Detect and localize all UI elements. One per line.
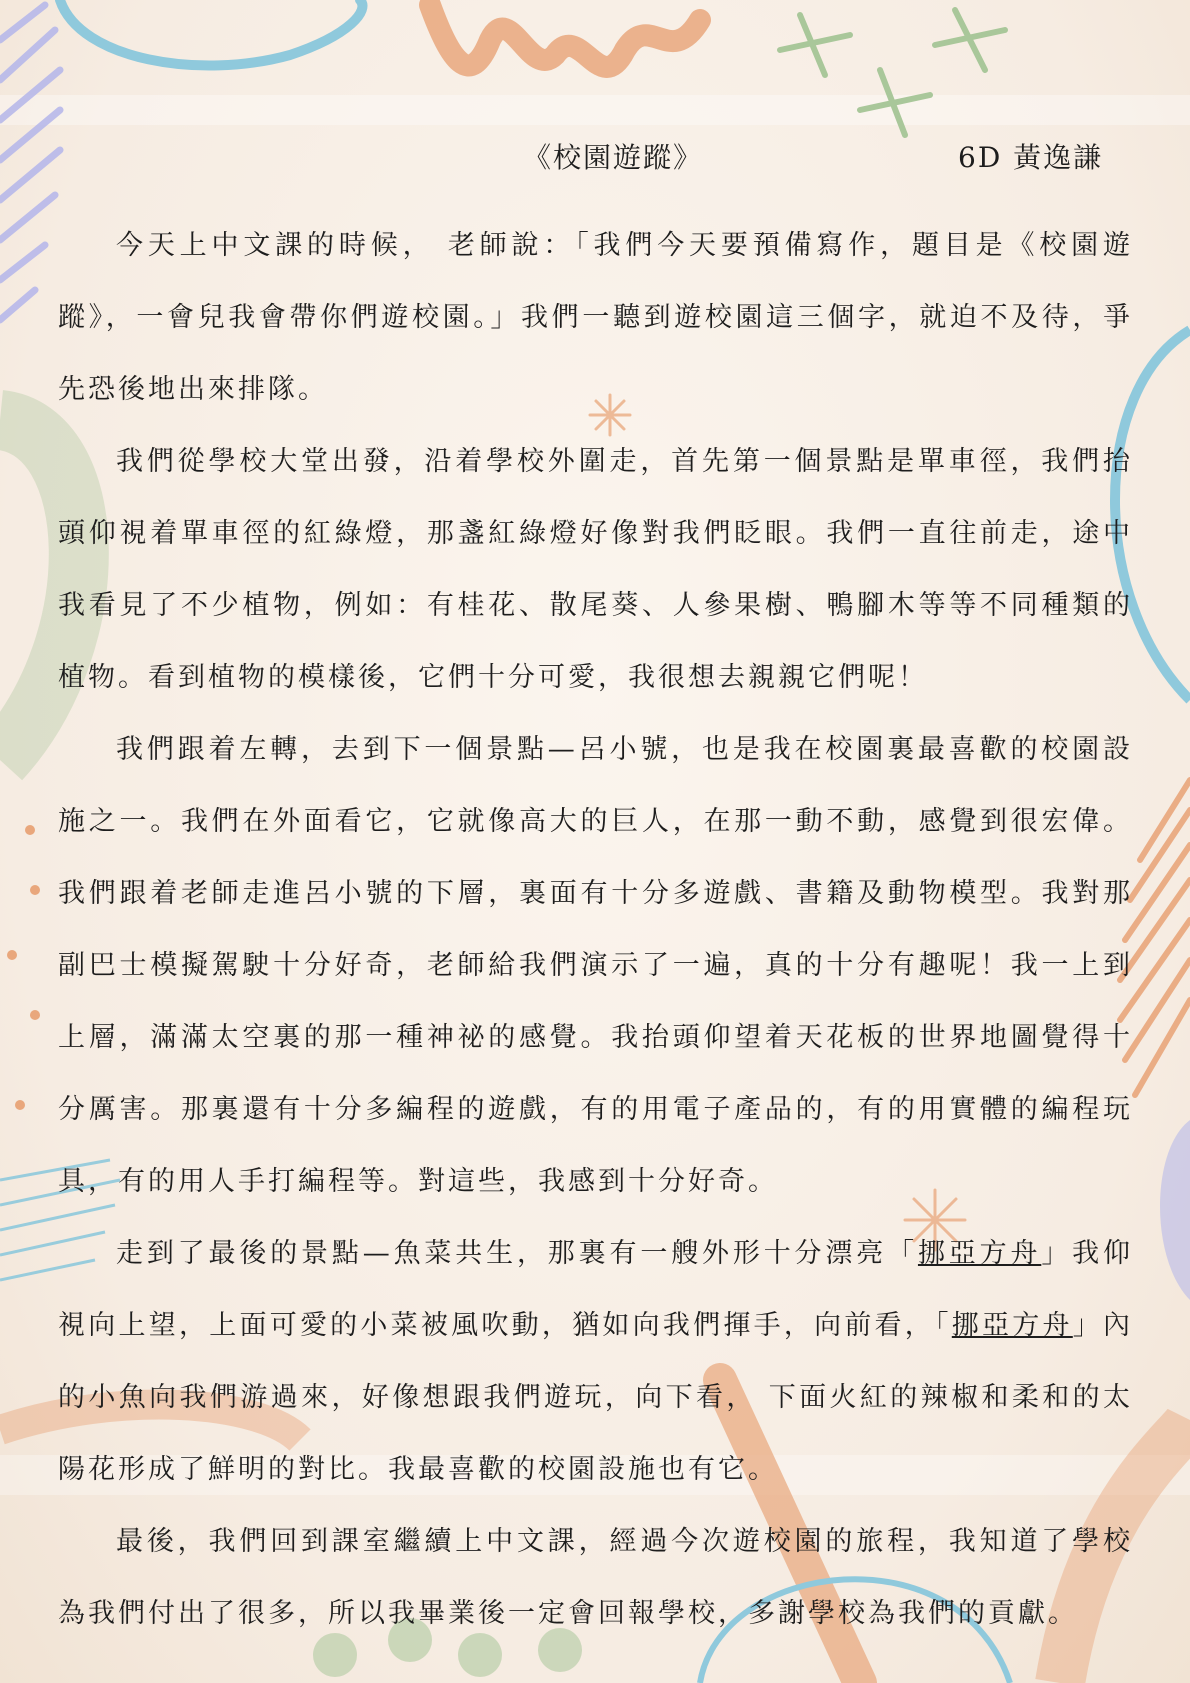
essay-title: 《校園遊蹤》 [523,141,704,174]
underlined-term: 挪亞方舟 [917,1238,1042,1269]
underlined-term: 挪亞方舟 [951,1310,1073,1341]
paragraph-text: 我們跟着左轉，去到下一個景點—呂小號，也是我在校園裏最喜歡的校園設施之一。我們在外面看它，它就像高大的巨人，在那一動不動，感覺到很宏偉。我們跟着老師走進呂小號的下層，裏面有十分多遊戲、書籍及動物模型。我對那副巴士模擬駕駛十分好奇，老師給我們演示了一遍，真的十分有趣呢！我一上到上層，滿滿太空裏的那一種神祕的感覺。我抬頭仰望着天花板的世界地圖覺得十分厲害。那裏還有十分多編程的遊戲，有的用電子產品的，有的用實體的編程玩具，有的用人手打編程等。對這些，我感到十分好奇。 [58,734,1133,1197]
title-row [58,136,1133,176]
paragraph-5 [58,1506,1133,1650]
paragraph-text: 」內的小魚向我們游過來，好像想跟我們遊玩，向下看， 下面火紅的辣椒和柔和的太陽花形成了鮮明的對比。我最喜歡的校園設施也有它。 [58,1310,1134,1485]
paragraph-text: 走到了最後的景點—魚菜共生，那裏有一艘外形十分漂亮「 [116,1238,918,1269]
paragraph-2 [58,426,1133,714]
paragraph-1 [58,210,1133,426]
essay [58,136,1133,1650]
paragraph-3 [58,714,1133,1218]
author-name: 6D 黃逸謙 [958,141,1104,174]
paragraph-text: 我們從學校大堂出發，沿着學校外圍走，首先第一個景點是單車徑，我們抬頭仰視着單車徑的紅綠燈，那盞紅綠燈好像對我們眨眼。我們一直往前走，途中我看見了不少植物，例如：有桂花、散尾葵、人參果樹、鴨腳木等等不同種類的植物。看到植物的模樣後，它們十分可愛，我很想去親親它們呢！ [58,446,1133,693]
paragraph-text: 今天上中文課的時候， 老師說：「我們今天要預備寫作，題目是《校園遊蹤》，一會兒我會帶你們遊校園。」我們一聽到遊校園這三個字，就迫不及待，爭先恐後地出來排隊。 [58,230,1133,405]
paragraph-text: 」我仰視向上望，上面可愛的小菜被風吹動，猶如向我們揮手，向前看，「 [58,1238,1133,1341]
paragraph-4 [58,1218,1133,1506]
paragraph-text: 最後，我們回到課室繼續上中文課，經過今次遊校園的旅程，我知道了學校為我們付出了很多，所以我畢業後一定會回報學校，多謝學校為我們的貢獻。 [58,1526,1133,1629]
